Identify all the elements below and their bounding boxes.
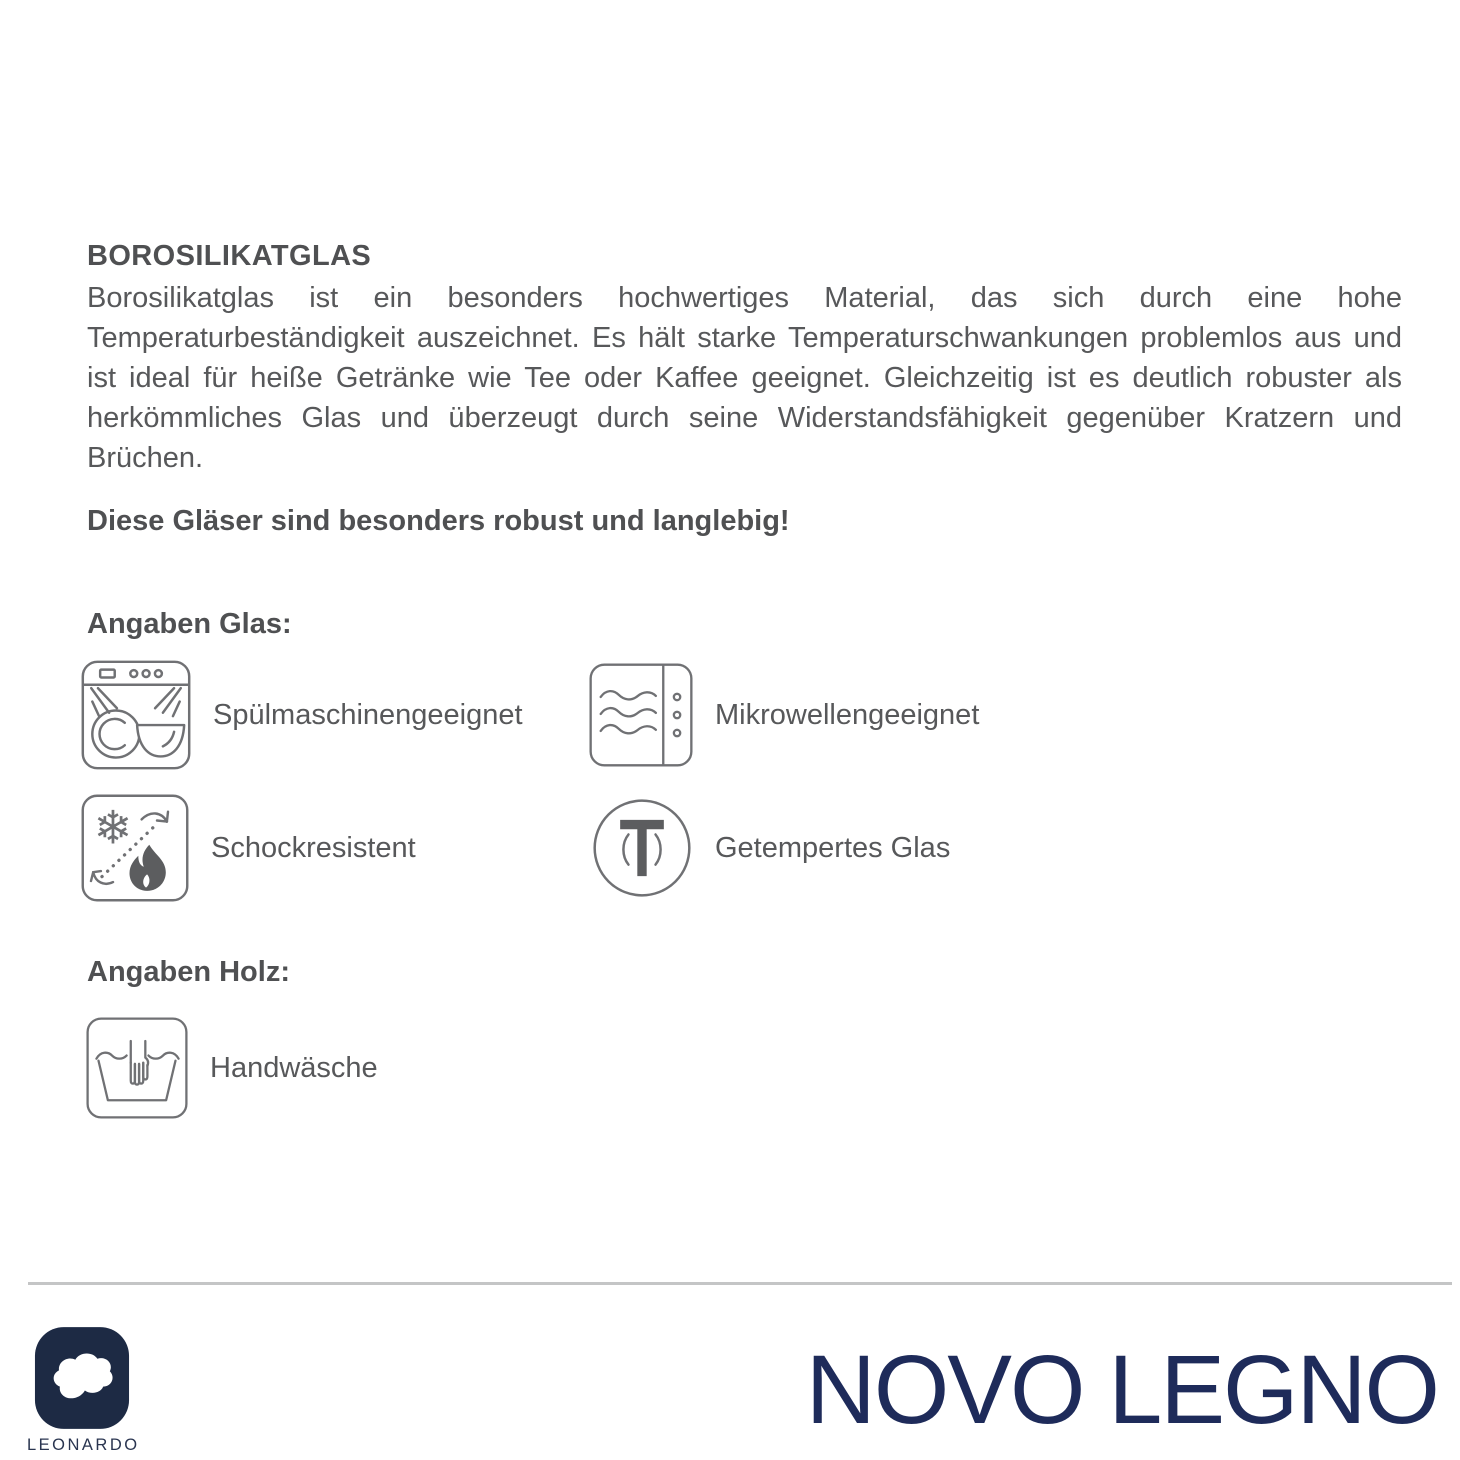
dishwasher-safe-icon [80,658,192,772]
feature-shock-resistant [80,792,416,904]
brand-wordmark: LEONARDO [27,1436,140,1454]
tempered-glass-icon [590,796,694,900]
leonardo-logo [34,1326,130,1430]
feature-dishwasher-safe [80,658,523,772]
feature-label: Getempertes Glas [715,831,951,864]
feature-label: Schockresistent [211,831,416,864]
highlight-statement: Diese Gläser sind besonders robust und langlebig! [87,505,790,537]
feature-tempered-glass [590,796,950,900]
svg-text:❄: ❄ [93,800,133,855]
leonardo-logo-block [27,1326,140,1455]
feature-label: Mikrowellengeeignet [715,698,980,731]
footer-divider [28,1282,1452,1285]
feature-microwave-safe [588,660,979,770]
shock-resistant-icon [80,792,190,904]
feature-label: Spülmaschinengeeignet [213,698,523,731]
page-title: BOROSILIKATGLAS [87,240,372,272]
feature-label: Handwäsche [210,1051,378,1084]
collection-title: NOVO LEGNO [805,1335,1438,1444]
description-paragraph: Borosilikatglas ist ein besonders hochwertiges Material, das sich durch eine hohe Temperaturbeständigkeit auszeichnet. Es hält starke Temperaturschwankungen problemlos aus und ist ideal für heiße Getränke wie Tee oder Kaffee geeignet. Gleichzeitig ist es deutlich robuster als herkömmliches Glas und überzeugt durch seine Widerstandsfähigkeit gegenüber Kratzern und Brüchen. [87,282,1402,474]
wood-section-heading: Angaben Holz: [87,956,290,988]
feature-handwash [85,1014,378,1122]
handwash-icon [85,1014,189,1122]
glass-section-heading: Angaben Glas: [87,608,292,640]
microwave-safe-icon [588,660,694,770]
